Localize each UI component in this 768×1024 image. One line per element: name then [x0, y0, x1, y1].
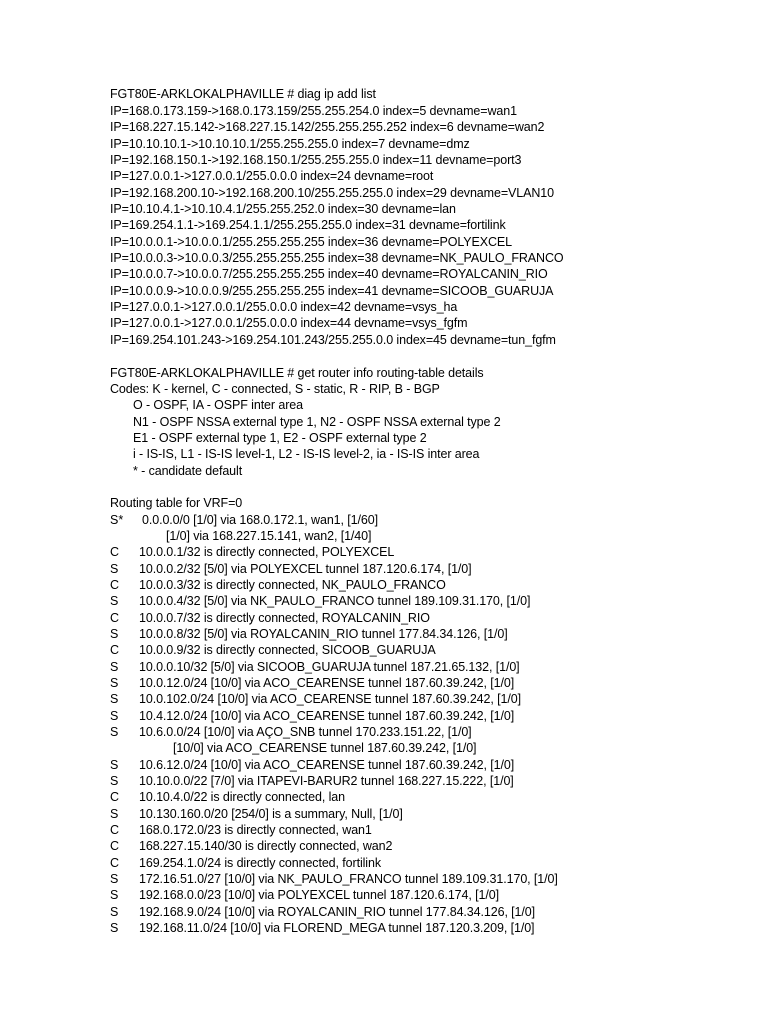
route-text: 0.0.0.0/0 [1/0] via 168.0.172.1, wan1, [1/60] — [142, 513, 378, 527]
interface-line: IP=168.0.173.159->168.0.173.159/255.255.254.0 index=5 devname=wan1 — [110, 104, 517, 118]
interface-line: IP=10.10.10.1->10.10.10.1/255.255.255.0 index=7 devname=dmz — [110, 137, 470, 151]
route-text: 10.0.0.8/32 [5/0] via ROYALCANIN_RIO tunnel 177.84.34.126, [1/0] — [139, 627, 508, 641]
interface-line: IP=10.10.4.1->10.10.4.1/255.255.252.0 index=30 devname=lan — [110, 202, 456, 216]
route-text: 10.10.4.0/22 is directly connected, lan — [139, 790, 345, 804]
route-code: S — [110, 725, 119, 739]
codes-legend-line: Codes: K - kernel, C - connected, S - static, R - RIP, B - BGP — [110, 382, 440, 396]
route-code: C — [110, 856, 120, 870]
interface-line: IP=10.0.0.1->10.0.0.1/255.255.255.255 index=36 devname=POLYEXCEL — [110, 235, 513, 249]
route-code: C — [110, 790, 120, 804]
interface-line: IP=10.0.0.9->10.0.0.9/255.255.255.255 index=41 devname=SICOOB_GUARUJA — [110, 284, 554, 298]
route-text: 10.0.0.9/32 is directly connected, SICOOB_GUARUJA — [139, 643, 436, 657]
route-code: S — [110, 709, 119, 723]
route-text: 10.0.0.10/32 [5/0] via SICOOB_GUARUJA tunnel 187.21.65.132, [1/0] — [139, 660, 520, 674]
route-code: S — [110, 758, 119, 772]
interface-line: IP=127.0.0.1->127.0.0.1/255.0.0.0 index=24 devname=root — [110, 169, 434, 183]
route-text: 10.0.102.0/24 [10/0] via ACO_CEARENSE tunnel 187.60.39.242, [1/0] — [139, 692, 521, 706]
codes-legend-line: N1 - OSPF NSSA external type 1, N2 - OSPF NSSA external type 2 — [133, 415, 501, 429]
route-code: S — [110, 627, 119, 641]
interface-line: IP=127.0.0.1->127.0.0.1/255.0.0.0 index=42 devname=vsys_ha — [110, 300, 458, 314]
interfaces-command-prompt: FGT80E-ARKLOKALPHAVILLE # diag ip add list — [110, 87, 376, 101]
route-text: 10.130.160.0/20 [254/0] is a summary, Null, [1/0] — [139, 807, 403, 821]
route-text: 10.0.0.7/32 is directly connected, ROYALCANIN_RIO — [139, 611, 430, 625]
route-code: S — [110, 660, 119, 674]
interface-line: IP=169.254.101.243->169.254.101.243/255.255.0.0 index=45 devname=tun_fgfm — [110, 333, 556, 347]
route-text: [1/0] via 168.227.15.141, wan2, [1/40] — [166, 529, 372, 543]
route-code: S — [110, 594, 119, 608]
codes-legend-line: E1 - OSPF external type 1, E2 - OSPF external type 2 — [133, 431, 427, 445]
route-text: 192.168.0.0/23 [10/0] via POLYEXCEL tunnel 187.120.6.174, [1/0] — [139, 888, 499, 902]
route-text: 10.4.12.0/24 [10/0] via ACO_CEARENSE tunnel 187.60.39.242, [1/0] — [139, 709, 515, 723]
route-text: 10.0.0.3/32 is directly connected, NK_PAULO_FRANCO — [139, 578, 446, 592]
codes-legend-line: O - OSPF, IA - OSPF inter area — [133, 398, 303, 412]
interface-line: IP=168.227.15.142->168.227.15.142/255.255.255.252 index=6 devname=wan2 — [110, 120, 545, 134]
route-code: C — [110, 823, 120, 837]
route-code: S — [110, 905, 119, 919]
interface-line: IP=10.0.0.3->10.0.0.3/255.255.255.255 index=38 devname=NK_PAULO_FRANCO — [110, 251, 564, 265]
route-code: S — [110, 921, 119, 935]
route-code: S — [110, 888, 119, 902]
route-text: 10.10.0.0/22 [7/0] via ITAPEVI-BARUR2 tunnel 168.227.15.222, [1/0] — [139, 774, 514, 788]
route-text: 168.227.15.140/30 is directly connected, wan2 — [139, 839, 393, 853]
route-text: 168.0.172.0/23 is directly connected, wan1 — [139, 823, 372, 837]
interface-line: IP=169.254.1.1->169.254.1.1/255.255.255.0 index=31 devname=fortilink — [110, 218, 506, 232]
routing-table-title: Routing table for VRF=0 — [110, 496, 243, 510]
route-code: C — [110, 839, 120, 853]
route-code: S — [110, 872, 119, 886]
codes-legend-line: * - candidate default — [133, 464, 243, 478]
route-text: 172.16.51.0/27 [10/0] via NK_PAULO_FRANCO tunnel 189.109.31.170, [1/0] — [139, 872, 558, 886]
route-text: 10.6.0.0/24 [10/0] via AÇO_SNB tunnel 170.233.151.22, [1/0] — [139, 725, 472, 739]
route-text: 169.254.1.0/24 is directly connected, fortilink — [139, 856, 381, 870]
route-code: C — [110, 545, 120, 559]
route-text: 10.0.0.1/32 is directly connected, POLYEXCEL — [139, 545, 395, 559]
route-code: S* — [110, 513, 124, 527]
route-text: 192.168.9.0/24 [10/0] via ROYALCANIN_RIO tunnel 177.84.34.126, [1/0] — [139, 905, 536, 919]
route-code: C — [110, 611, 120, 625]
route-code: S — [110, 807, 119, 821]
route-code: C — [110, 578, 120, 592]
route-text: 10.0.0.4/32 [5/0] via NK_PAULO_FRANCO tunnel 189.109.31.170, [1/0] — [139, 594, 531, 608]
route-text: 192.168.11.0/24 [10/0] via FLOREND_MEGA tunnel 187.120.3.209, [1/0] — [139, 921, 535, 935]
route-text: 10.0.0.2/32 [5/0] via POLYEXCEL tunnel 187.120.6.174, [1/0] — [139, 562, 472, 576]
route-code: S — [110, 774, 119, 788]
route-code: S — [110, 562, 119, 576]
interface-line: IP=127.0.0.1->127.0.0.1/255.0.0.0 index=44 devname=vsys_fgfm — [110, 316, 468, 330]
route-text: 10.0.12.0/24 [10/0] via ACO_CEARENSE tunnel 187.60.39.242, [1/0] — [139, 676, 515, 690]
route-text: [10/0] via ACO_CEARENSE tunnel 187.60.39.242, [1/0] — [173, 741, 477, 755]
interface-line: IP=192.168.200.10->192.168.200.10/255.255.255.0 index=29 devname=VLAN10 — [110, 186, 554, 200]
interface-line: IP=10.0.0.7->10.0.0.7/255.255.255.255 index=40 devname=ROYALCANIN_RIO — [110, 267, 548, 281]
route-code: S — [110, 692, 119, 706]
routing-command-prompt: FGT80E-ARKLOKALPHAVILLE # get router info routing-table details — [110, 366, 484, 380]
codes-legend-line: i - IS-IS, L1 - IS-IS level-1, L2 - IS-IS level-2, ia - IS-IS inter area — [133, 447, 480, 461]
route-code: C — [110, 643, 120, 657]
route-code: S — [110, 676, 119, 690]
interface-line: IP=192.168.150.1->192.168.150.1/255.255.255.0 index=11 devname=port3 — [110, 153, 522, 167]
route-text: 10.6.12.0/24 [10/0] via ACO_CEARENSE tunnel 187.60.39.242, [1/0] — [139, 758, 515, 772]
